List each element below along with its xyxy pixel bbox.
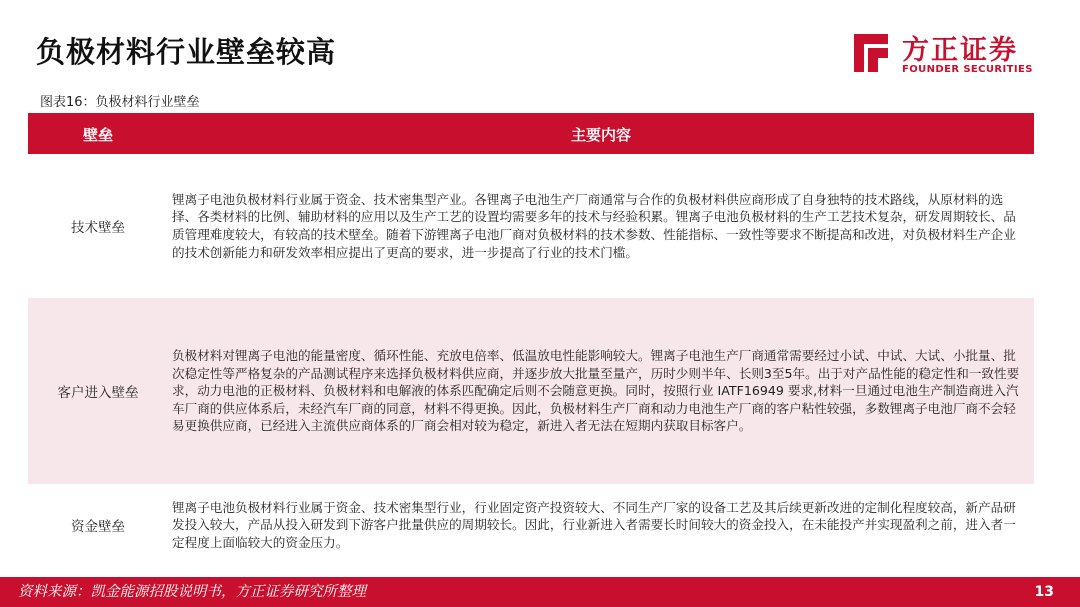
logo-english-name: FOUNDER SECURITIES xyxy=(902,64,1033,75)
barrier-content: 锂离子电池负极材料行业属于资金、技术密集型行业，行业固定资产投资较大、不同生产厂家的设备工艺及其后续更新改进的定制化程度较高，新产品研发投入较大，产品从投入研发到下游客户批量供应的周期较长。因此，行业新进入者需要长时间较大的资金投入，在未能投产并实现盈利之前，进入者一定程度上面临较大的资金压力。 xyxy=(172,499,1016,550)
figure-caption: 图表16：负极材料行业壁垒 xyxy=(40,95,200,110)
founder-logo-mark-icon xyxy=(848,28,894,76)
barrier-content: 负极材料对锂离子电池的能量密度、循环性能、充放电倍率、低温放电性能影响较大。锂离子电池生产厂商通常需要经过小试、中试、大试、小批量、批次稳定性等严格复杂的产品测试程序来选择负极材料供应商，并逐步放大批量至量产，历时少则半年、长则3至5年。出于对产品性能的稳定性和一致性要求，动力电池的正极材料、负极材料和电解液的体系匹配确定后则不会随意更换。同时，按照行业 IATF16949 要求,材料一旦通过电池生产制造商进入汽车厂商的供应体系后，未经汽车厂商的同意，材料不得更换。因此，负极材料生产厂商和动力电池生产厂商的客户粘性较强，多数锂离子电池厂商不会轻易更换供应商，已经进入主流供应商体系的厂商会相对较为稳定，新进入者无法在短期内获取目标客户。 xyxy=(172,348,1020,434)
footer-bar xyxy=(0,577,1080,607)
header-content: 主要内容 xyxy=(570,126,631,144)
page-number: 13 xyxy=(1034,584,1054,600)
table-row-tech-barrier xyxy=(28,154,1034,298)
barrier-content: 锂离子电池负极材料行业属于资金、技术密集型产业。各锂离子电池生产厂商通常与合作的负极材料供应商形成了自身独特的技术路线，从原材料的选择、各类材料的比例、辅助材料的应用以及生产工艺的设置均需要多年的技术与经验积累。锂离子电池负极材料的生产工艺技术复杂，研发周期较长、品质管理难度较大，有较高的技术壁垒。随着下游锂离子电池厂商对负极材料的技术参数、性能指标、一致性等要求不断提高和改进，对负极材料生产企业的技术创新能力和研发效率相应提出了更高的要求，进一步提高了行业的技术门槛。 xyxy=(172,191,1016,260)
founder-logo xyxy=(848,28,1048,80)
page-title: 负极材料行业壁垒较高 xyxy=(36,35,337,69)
header-barrier: 壁垒 xyxy=(82,126,113,144)
source-note: 资料来源：凯金能源招股说明书，方正证券研究所整理 xyxy=(18,584,366,600)
logo-chinese-name: 方正证券 xyxy=(902,35,1018,66)
table-row-capital-barrier xyxy=(28,484,1034,566)
table-row-customer-barrier xyxy=(28,298,1034,484)
barrier-name: 客户进入壁垒 xyxy=(57,385,139,401)
table-header xyxy=(28,116,1034,154)
barrier-name: 技术壁垒 xyxy=(71,220,125,236)
barrier-name: 资金壁垒 xyxy=(71,519,125,535)
